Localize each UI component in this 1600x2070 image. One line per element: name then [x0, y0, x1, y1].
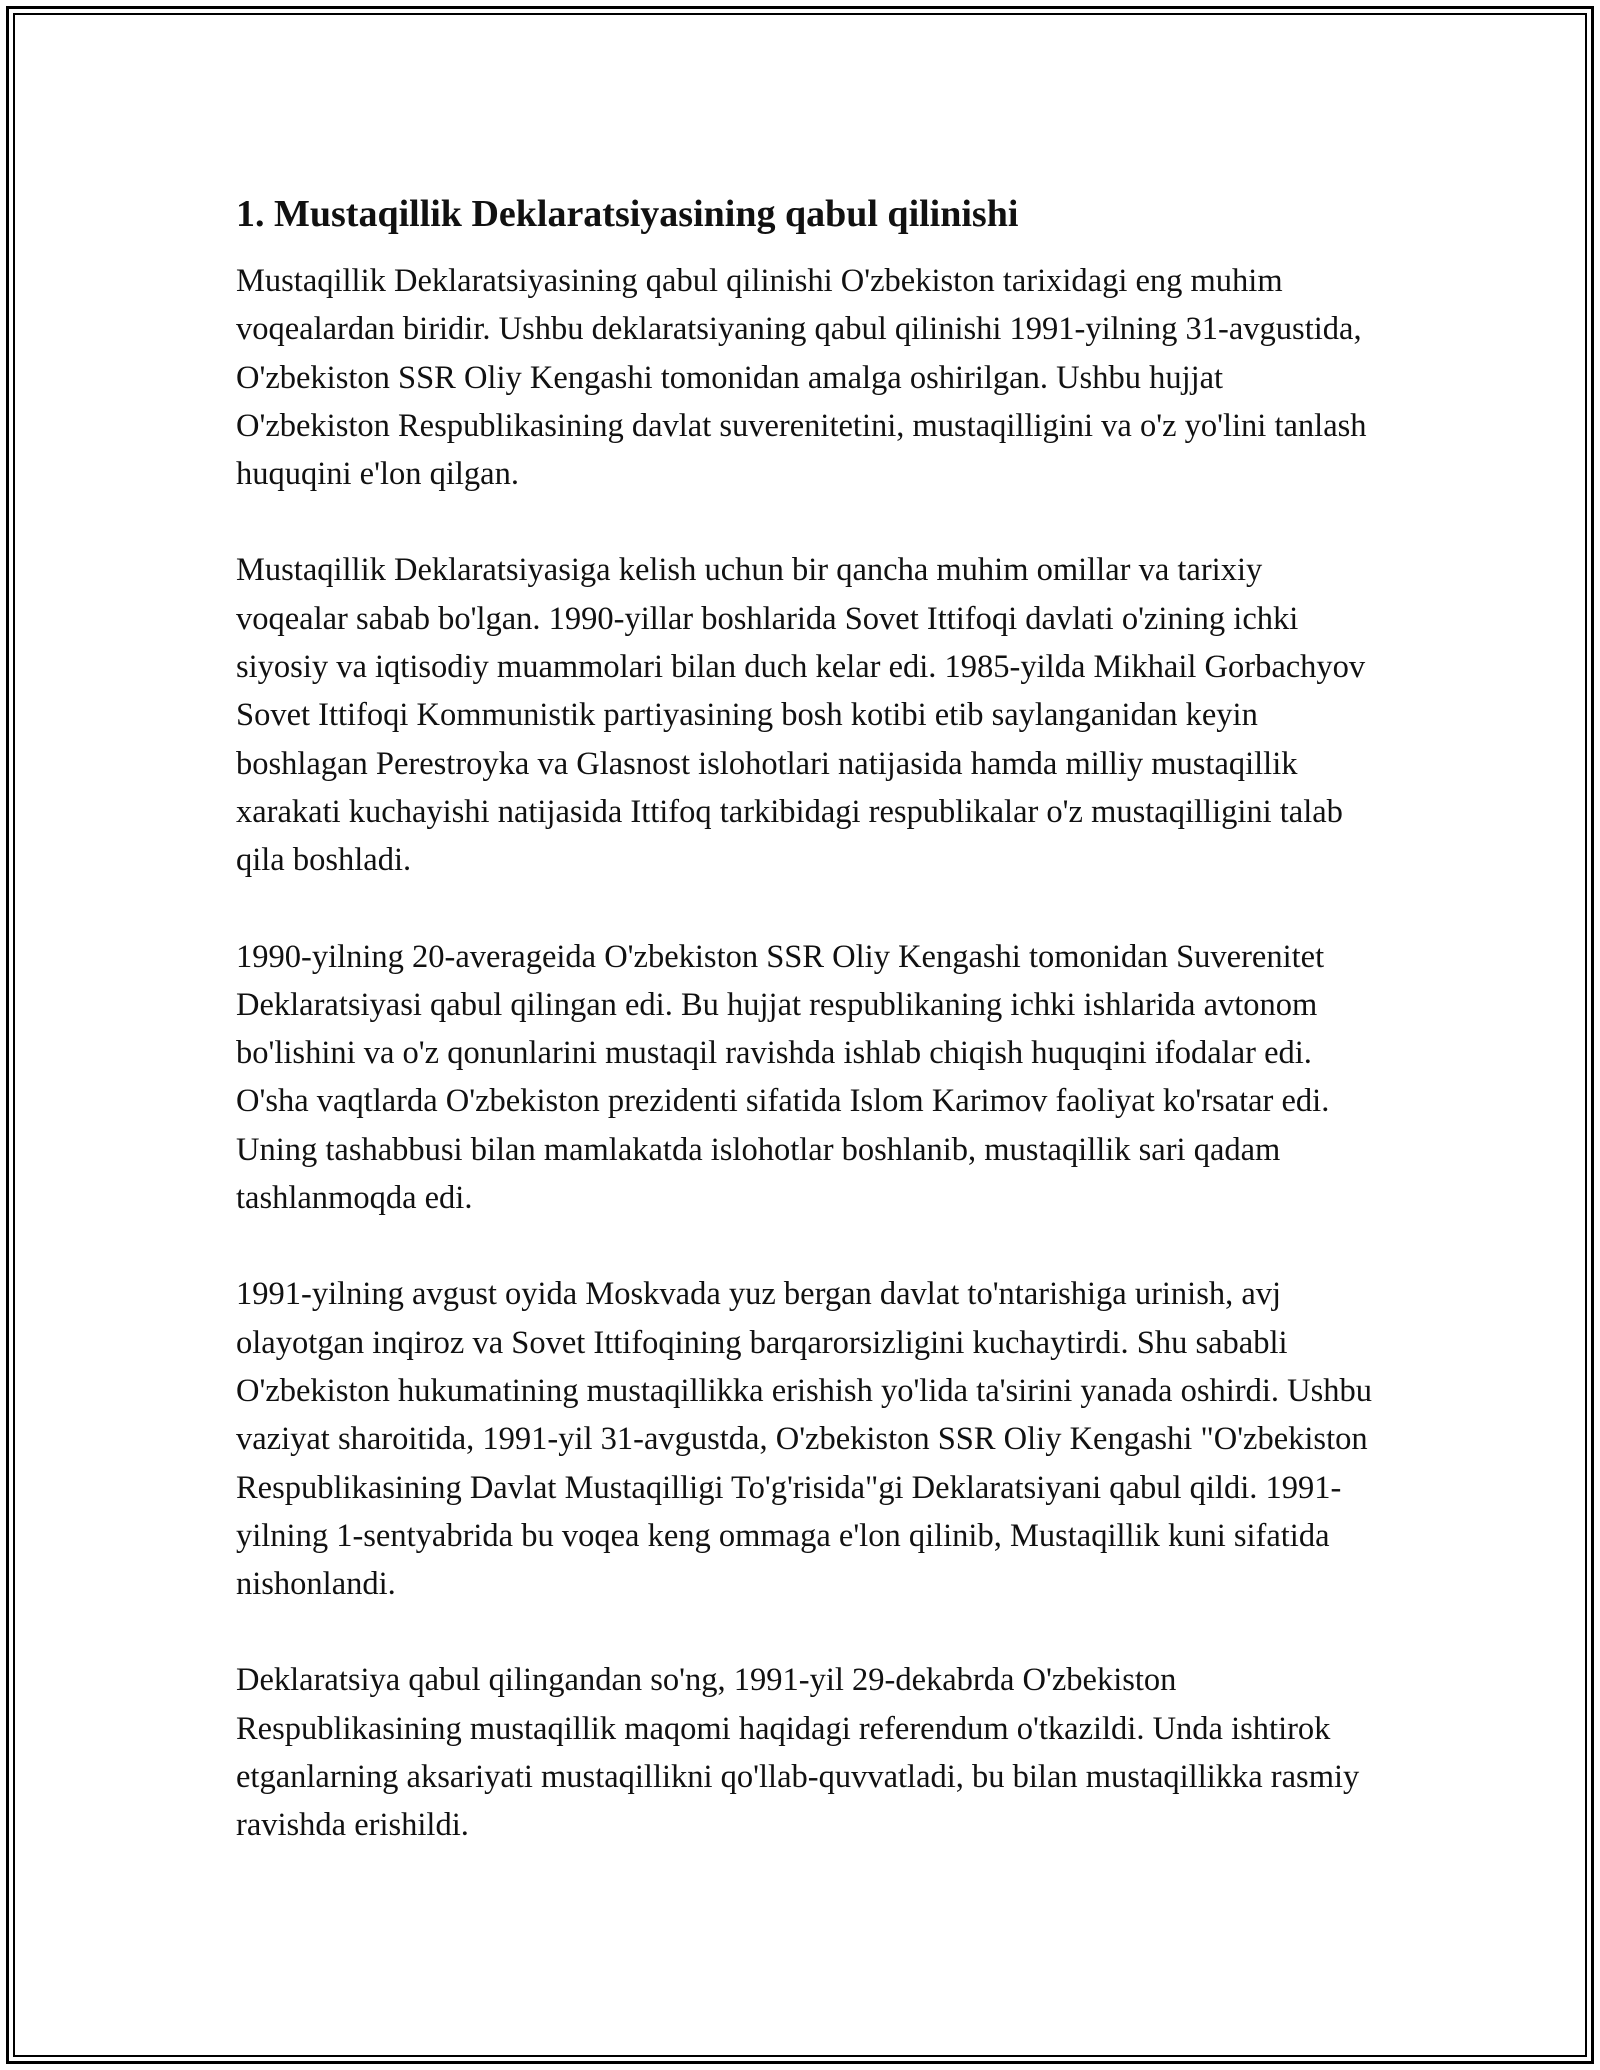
- paragraph-1: Mustaqillik Deklaratsiyasining qabul qilinishi O'zbekiston tarixidagi eng muhim voqealardan biridir. Ushbu deklaratsiyaning qabul qilinishi 1991-yilning 31-avgustida, O'zbekiston SSR Oliy Kengashi tomonidan amalga oshirilgan. Ushbu hujjat O'zbekiston Respublikasining davlat suverenitetini, mustaqilligini va o'z yo'lini tanlash huquqini e'lon qilgan.: [236, 263, 1367, 493]
- paragraph-2: Mustaqillik Deklaratsiyasiga kelish uchun bir qancha muhim omillar va tarixiy voqealar sabab bo'lgan. 1990-yillar boshlarida Sovet Ittifoqi davlati o'zining ichki siyosiy va iqtisodiy muammolari bilan duch kelar edi. 1985-yilda Mikhail Gorbachyov Sovet Ittifoqi Kommunistik partiyasining bosh kotibi etib saylanganidan keyin boshlagan Perestroyka va Glasnost islohotlari natijasida hamda milliy mustaqillik xarakati kuchayishi natijasida Ittifoq tarkibidagi respublikalar o'z mustaqilligini talab qila boshladi.: [236, 552, 1366, 879]
- section-heading: 1. Mustaqillik Deklaratsiyasining qabul qilinishi: [236, 193, 1019, 235]
- paragraph-5: Deklaratsiya qabul qilingandan so'ng, 1991-yil 29-dekabrda O'zbekiston Respublikasining mustaqillik maqomi haqidagi referendum o'tkazildi. Unda ishtirok etganlarning aksariyati mustaqillikni qo'llab-quvvatladi, bu bilan mustaqillikka rasmiy ravishda erishildi.: [236, 1662, 1360, 1844]
- paragraph-3: 1990-yilning 20-averageida O'zbekiston SSR Oliy Kengashi tomonidan Suverenitet Deklaratsiyasi qabul qilingan edi. Bu hujjat respublikaning ichki ishlarida avtonom bo'lishini va o'z qonunlarini mustaqil ravishda ishlab chiqish huquqini ifodalar edi. O'sha vaqtlarda O'zbekiston prezidenti sifatida Islom Karimov faoliyat ko'rsatar edi. Uning tashabbusi bilan mamlakatda islohotlar boshlanib, mustaqillik sari qadam tashlanmoqda edi.: [236, 938, 1330, 1217]
- document-body: [236, 185, 1376, 1898]
- paragraph-4: 1991-yilning avgust oyida Moskvada yuz bergan davlat to'ntarishiga urinish, avj olayotgan inqiroz va Sovet Ittifoqining barqarorsizligini kuchaytirdi. Shu sababli O'zbekiston hukumatining mustaqillikka erishish yo'lida ta'sirini yanada oshirdi. Ushbu vaziyat sharoitida, 1991-yil 31-avgustda, O'zbekiston SSR Oliy Kengashi "O'zbekiston Respublikasining Davlat Mustaqilligi To'g'risida"gi Deklaratsiyani qabul qildi. 1991-yilning 1-sentyabrida bu voqea keng ommaga e'lon qilinib, Mustaqillik kuni sifatida nishonlandi.: [236, 1276, 1372, 1603]
